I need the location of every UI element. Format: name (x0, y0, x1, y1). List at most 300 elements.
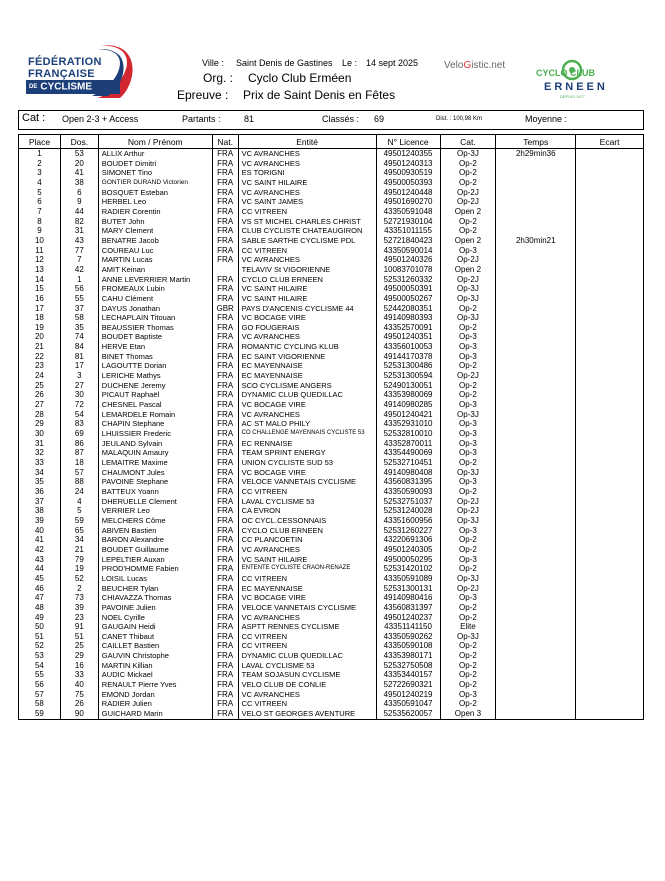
cell-ecart (576, 574, 644, 584)
table-row (19, 545, 644, 555)
cell-place: 54 (19, 661, 61, 671)
cell-cat: Op-2J (440, 197, 496, 207)
cell-ecart (576, 332, 644, 342)
cell-temps (496, 304, 576, 314)
cell-licence: 52531300486 (376, 361, 440, 371)
cell-dossard: 56 (60, 284, 98, 294)
cell-dossard: 83 (60, 419, 98, 429)
table-row (19, 313, 644, 323)
cell-temps (496, 564, 576, 574)
cell-place: 44 (19, 564, 61, 574)
table-row (19, 680, 644, 690)
le-label: Le : (342, 58, 358, 68)
cell-entite: EC RENNAISE (238, 439, 376, 449)
cell-place: 57 (19, 690, 61, 700)
cell-temps (496, 371, 576, 381)
cell-temps (496, 477, 576, 487)
col-ecart: Ecart (576, 135, 644, 149)
cell-name: NOEL Cyrille (98, 613, 212, 623)
cell-ecart (576, 680, 644, 690)
cell-entite: CLUB CYCLISTE CHATEAUGIRON (238, 226, 376, 236)
cell-place: 4 (19, 178, 61, 188)
cell-cat: Op-2 (440, 178, 496, 188)
cell-ecart (576, 699, 644, 709)
table-row (19, 236, 644, 246)
cell-nat: FRA (212, 641, 238, 651)
cell-temps (496, 487, 576, 497)
cell-cat: Op-2 (440, 670, 496, 680)
cell-ecart (576, 178, 644, 188)
cell-temps: 2h29min36 (496, 149, 576, 159)
cell-place: 16 (19, 294, 61, 304)
cell-entite: VC AVRANCHES (238, 188, 376, 198)
org-value: Cyclo Club Erméen (248, 71, 352, 85)
cell-place: 12 (19, 255, 61, 265)
cell-licence: 49140980416 (376, 593, 440, 603)
cell-licence: 52531240028 (376, 506, 440, 516)
cell-nat: FRA (212, 603, 238, 613)
cell-nat: FRA (212, 149, 238, 159)
cell-place: 56 (19, 680, 61, 690)
cell-name: BARON Alexandre (98, 535, 212, 545)
cell-cat: Op-3 (440, 448, 496, 458)
cell-cat: Op-2 (440, 641, 496, 651)
cell-dossard: 86 (60, 439, 98, 449)
cell-place: 27 (19, 400, 61, 410)
cell-place: 2 (19, 159, 61, 169)
cell-temps (496, 458, 576, 468)
ffc-cyclisme: CYCLISME (40, 81, 93, 93)
cell-nat: FRA (212, 255, 238, 265)
cell-ecart (576, 275, 644, 285)
cell-name: LAGOUTTE Dorian (98, 361, 212, 371)
cell-ecart (576, 593, 644, 603)
cell-place: 46 (19, 584, 61, 594)
cell-temps (496, 381, 576, 391)
cell-place: 42 (19, 545, 61, 555)
cell-nat: FRA (212, 545, 238, 555)
cell-cat: Op-2J (440, 188, 496, 198)
cell-cat: Open 2 (440, 236, 496, 246)
cell-name: BINET Thomas (98, 352, 212, 362)
cell-ecart (576, 149, 644, 159)
cell-entite: VC BOCAGE VIRE (238, 400, 376, 410)
cell-licence: 52531420102 (376, 564, 440, 574)
cell-temps (496, 497, 576, 507)
table-row (19, 275, 644, 285)
cell-entite: VC AVRANCHES (238, 159, 376, 169)
cell-entite: VC AVRANCHES (238, 410, 376, 420)
cell-place: 34 (19, 468, 61, 478)
cell-cat: Op-2 (440, 226, 496, 236)
cell-entite: DYNAMIC CLUB QUEDILLAC (238, 651, 376, 661)
cell-name: CAHU Clément (98, 294, 212, 304)
cell-name: PICAUT Raphaël (98, 390, 212, 400)
cell-temps (496, 593, 576, 603)
cell-nat: FRA (212, 361, 238, 371)
cell-nat: FRA (212, 632, 238, 642)
cell-cat: Op-2 (440, 390, 496, 400)
cell-temps (496, 226, 576, 236)
cell-name: GAUGAIN Heidi (98, 622, 212, 632)
cell-place: 19 (19, 323, 61, 333)
cell-temps (496, 632, 576, 642)
cell-licence: 52535620057 (376, 709, 440, 719)
cell-entite: VC SAINT HILAIRE (238, 284, 376, 294)
cell-entite: ES TORIGNI (238, 168, 376, 178)
cell-entite: SABLE SARTHE CYCLISME PDL (238, 236, 376, 246)
cell-place: 28 (19, 410, 61, 420)
cell-place: 55 (19, 670, 61, 680)
cell-entite: CC VITREEN (238, 641, 376, 651)
cell-name: DHERUELLE Clement (98, 497, 212, 507)
cell-cat: Op-3 (440, 419, 496, 429)
cell-cat: Op-3J (440, 294, 496, 304)
cell-place: 50 (19, 622, 61, 632)
cell-name: CANET Thibaut (98, 632, 212, 642)
cell-nat: FRA (212, 332, 238, 342)
cell-temps (496, 680, 576, 690)
cell-nat (212, 265, 238, 275)
cell-nat: FRA (212, 429, 238, 439)
cell-licence: 49501240313 (376, 159, 440, 169)
cell-temps (496, 342, 576, 352)
cell-place: 22 (19, 352, 61, 362)
cell-licence: 52531300594 (376, 371, 440, 381)
table-row (19, 207, 644, 217)
cell-cat: Op-3 (440, 477, 496, 487)
classes-value: 69 (374, 114, 385, 124)
cell-licence: 43350591047 (376, 699, 440, 709)
cell-nat: FRA (212, 410, 238, 420)
cell-ecart (576, 323, 644, 333)
cell-cat: Op-2 (440, 603, 496, 613)
cell-nat: FRA (212, 584, 238, 594)
cell-place: 48 (19, 603, 61, 613)
table-row (19, 217, 644, 227)
cell-nat: FRA (212, 526, 238, 536)
cell-name: BUTET John (98, 217, 212, 227)
cell-licence: 43354490069 (376, 448, 440, 458)
cell-nat: FRA (212, 352, 238, 362)
cat-value: Open 2-3 + Access (62, 114, 139, 124)
table-row (19, 555, 644, 565)
table-row (19, 497, 644, 507)
cell-temps (496, 641, 576, 651)
cell-nat: FRA (212, 275, 238, 285)
table-row (19, 641, 644, 651)
cell-dossard: 44 (60, 207, 98, 217)
cell-licence: 49501240448 (376, 188, 440, 198)
cell-place: 49 (19, 613, 61, 623)
cell-place: 10 (19, 236, 61, 246)
cell-name: BOUDET Baptiste (98, 332, 212, 342)
cell-name: CHIAVAZZA Thomas (98, 593, 212, 603)
cell-licence: 52531260227 (376, 526, 440, 536)
cell-cat: Op-3J (440, 149, 496, 159)
cell-entite: VC BOCAGE VIRE (238, 313, 376, 323)
table-row (19, 603, 644, 613)
cell-dossard: 81 (60, 352, 98, 362)
cell-dossard: 30 (60, 390, 98, 400)
cell-place: 5 (19, 188, 61, 198)
cell-dossard: 90 (60, 709, 98, 719)
cell-name: GUICHARD Marin (98, 709, 212, 719)
cell-entite: SCO CYCLISME ANGERS (238, 381, 376, 391)
cell-temps (496, 555, 576, 565)
cell-nat: FRA (212, 448, 238, 458)
distance: Dist. : 100,98 Km (436, 116, 483, 122)
partants-value: 81 (244, 114, 255, 124)
table-row (19, 159, 644, 169)
cell-place: 40 (19, 526, 61, 536)
cell-nat: FRA (212, 390, 238, 400)
cell-licence: 43356010053 (376, 342, 440, 352)
cell-ecart (576, 545, 644, 555)
cell-cat: Op-2J (440, 255, 496, 265)
cell-entite: CC PLANCOETIN (238, 535, 376, 545)
cell-cat: Op-2J (440, 371, 496, 381)
cell-ecart (576, 555, 644, 565)
cell-name: EMOND Jordan (98, 690, 212, 700)
cell-licence: 49501240355 (376, 149, 440, 159)
cell-name: MELCHERS Côme (98, 516, 212, 526)
cell-nat: FRA (212, 574, 238, 584)
cell-ecart (576, 709, 644, 719)
cell-dossard: 84 (60, 342, 98, 352)
cell-temps (496, 535, 576, 545)
cell-cat: Op-3 (440, 593, 496, 603)
cell-nat: FRA (212, 709, 238, 719)
cell-ecart (576, 690, 644, 700)
cell-entite: CC VITREEN (238, 632, 376, 642)
table-row (19, 670, 644, 680)
cell-nat: FRA (212, 197, 238, 207)
cell-name: HERVE Etan (98, 342, 212, 352)
cell-nat: FRA (212, 159, 238, 169)
cell-temps (496, 168, 576, 178)
cell-licence: 43350590108 (376, 641, 440, 651)
cell-ecart (576, 487, 644, 497)
cell-cat: Open 2 (440, 265, 496, 275)
cell-nat: FRA (212, 661, 238, 671)
cell-licence: 49140980408 (376, 468, 440, 478)
cell-name: LECHAPLAIN Titouan (98, 313, 212, 323)
cell-name: MARTIN Lucas (98, 255, 212, 265)
cell-ecart (576, 159, 644, 169)
cell-dossard: 77 (60, 246, 98, 256)
cell-dossard: 59 (60, 516, 98, 526)
race-date: 14 sept 2025 (366, 58, 419, 68)
cell-dossard: 58 (60, 313, 98, 323)
cell-dossard: 2 (60, 584, 98, 594)
table-row (19, 361, 644, 371)
cell-cat: Op-3J (440, 468, 496, 478)
cell-nat: FRA (212, 555, 238, 565)
cell-licence: 43353440157 (376, 670, 440, 680)
cell-ecart (576, 584, 644, 594)
cell-cat: Op-2 (440, 168, 496, 178)
cell-place: 25 (19, 381, 61, 391)
cell-cat: Op-2 (440, 699, 496, 709)
cell-licence: 43351141150 (376, 622, 440, 632)
cell-temps (496, 352, 576, 362)
cell-cat: Open 3 (440, 709, 496, 719)
cell-ecart (576, 265, 644, 275)
table-row (19, 613, 644, 623)
col-temps: Temps (496, 135, 576, 149)
cell-place: 41 (19, 535, 61, 545)
cell-ecart (576, 603, 644, 613)
cell-name: JEULAND Sylvain (98, 439, 212, 449)
cell-nat: FRA (212, 497, 238, 507)
epreuve-value: Prix de Saint Denis en Fêtes (243, 88, 396, 102)
cell-entite: LAVAL CYCLISME 53 (238, 661, 376, 671)
cell-dossard: 69 (60, 429, 98, 439)
cell-place: 13 (19, 265, 61, 275)
cell-licence: 43352931010 (376, 419, 440, 429)
cell-name: RADIER Julien (98, 699, 212, 709)
cell-place: 33 (19, 458, 61, 468)
cell-licence: 52721840423 (376, 236, 440, 246)
cell-dossard: 40 (60, 680, 98, 690)
cell-dossard: 26 (60, 699, 98, 709)
cell-cat: Elite (440, 622, 496, 632)
svg-text:ERNEEN: ERNEEN (544, 81, 608, 93)
cell-licence: 52442080351 (376, 304, 440, 314)
cell-place: 14 (19, 275, 61, 285)
cell-nat: FRA (212, 246, 238, 256)
cell-name: LEMARDELE Romain (98, 410, 212, 420)
cell-name: CHESNEL Pascal (98, 400, 212, 410)
table-row (19, 487, 644, 497)
cell-entite: TEAM SOJASUN CYCLISME (238, 670, 376, 680)
cell-nat: FRA (212, 670, 238, 680)
cell-licence: 52531260332 (376, 275, 440, 285)
cell-ecart (576, 564, 644, 574)
cell-dossard: 7 (60, 255, 98, 265)
cell-entite: VELOCE VANNETAIS CYCLISME (238, 477, 376, 487)
cell-cat: Op-3 (440, 332, 496, 342)
cell-ecart (576, 458, 644, 468)
cell-ecart (576, 477, 644, 487)
cell-name: AMIT Keinan (98, 265, 212, 275)
cell-ecart (576, 217, 644, 227)
cell-name: LEMAITRE Maxime (98, 458, 212, 468)
cell-place: 45 (19, 574, 61, 584)
cell-entite: DYNAMIC CLUB QUEDILLAC (238, 390, 376, 400)
cell-cat: Op-2J (440, 275, 496, 285)
cell-nat: FRA (212, 477, 238, 487)
table-row (19, 661, 644, 671)
cell-dossard: 9 (60, 197, 98, 207)
table-row (19, 526, 644, 536)
cell-ecart (576, 661, 644, 671)
cell-cat: Op-3J (440, 574, 496, 584)
cell-dossard: 52 (60, 574, 98, 584)
cell-name: MARTIN Killian (98, 661, 212, 671)
cell-place: 39 (19, 516, 61, 526)
cell-dossard: 27 (60, 381, 98, 391)
cell-entite: VELOCE VANNETAIS CYCLISME (238, 603, 376, 613)
cell-licence: 52532750508 (376, 661, 440, 671)
cell-entite: VC SAINT HILAIRE (238, 555, 376, 565)
cell-dossard: 73 (60, 593, 98, 603)
cell-entite: LAVAL CYCLISME 53 (238, 497, 376, 507)
velogistic-brand: VeloGistic.net (444, 60, 506, 71)
cell-dossard: 53 (60, 149, 98, 159)
svg-text:DEPUIS 1977: DEPUIS 1977 (560, 94, 585, 99)
cell-entite: ASPTT RENNES CYCLISME (238, 622, 376, 632)
ffc-cyclisme-bar (26, 80, 120, 94)
table-row (19, 294, 644, 304)
cell-licence: 43351600956 (376, 516, 440, 526)
cell-temps (496, 516, 576, 526)
cell-temps (496, 217, 576, 227)
cell-name: LHUISSIER Frederic (98, 429, 212, 439)
cell-entite: CYCLO CLUB ERNEEN (238, 526, 376, 536)
table-row (19, 265, 644, 275)
ffc-title-line2: FRANÇAISE (28, 68, 95, 80)
cell-nat: GBR (212, 304, 238, 314)
cell-temps (496, 448, 576, 458)
cell-place: 51 (19, 632, 61, 642)
cell-entite: EC SAINT VIGORIENNE (238, 352, 376, 362)
table-row (19, 246, 644, 256)
cell-cat: Op-2 (440, 361, 496, 371)
cell-licence: 49500050295 (376, 555, 440, 565)
cell-cat: Op-3 (440, 555, 496, 565)
cell-name: PAVOINE Stephane (98, 477, 212, 487)
table-row (19, 709, 644, 719)
cell-place: 21 (19, 342, 61, 352)
cell-ecart (576, 361, 644, 371)
cell-place: 18 (19, 313, 61, 323)
cell-ecart (576, 371, 644, 381)
cell-name: BOUDET Dimitri (98, 159, 212, 169)
club-logo (532, 52, 612, 100)
cell-entite: GO FOUGERAIS (238, 323, 376, 333)
table-row (19, 149, 644, 159)
cell-licence: 10083701078 (376, 265, 440, 275)
cell-cat: Op-3 (440, 690, 496, 700)
cell-entite: VC BOCAGE VIRE (238, 593, 376, 603)
cell-entite: UNION CYCLISTE SUD 53 (238, 458, 376, 468)
epreuve-label: Epreuve : (177, 88, 229, 102)
cell-dossard: 72 (60, 400, 98, 410)
cell-licence: 43353980069 (376, 390, 440, 400)
cell-name: BOSQUET Esteban (98, 188, 212, 198)
cell-temps (496, 661, 576, 671)
table-row (19, 371, 644, 381)
cell-temps (496, 419, 576, 429)
cell-place: 26 (19, 390, 61, 400)
cell-nat: FRA (212, 535, 238, 545)
cell-temps (496, 197, 576, 207)
table-row (19, 410, 644, 420)
ville-value: Saint Denis de Gastines (236, 58, 333, 68)
cell-temps (496, 584, 576, 594)
cell-cat: Op-2 (440, 680, 496, 690)
cell-temps (496, 690, 576, 700)
cell-licence: 52531300131 (376, 584, 440, 594)
cell-name: HERBEL Leo (98, 197, 212, 207)
cell-cat: Op-2 (440, 159, 496, 169)
cell-temps (496, 284, 576, 294)
cell-place: 43 (19, 555, 61, 565)
cell-nat: FRA (212, 294, 238, 304)
cell-temps (496, 294, 576, 304)
